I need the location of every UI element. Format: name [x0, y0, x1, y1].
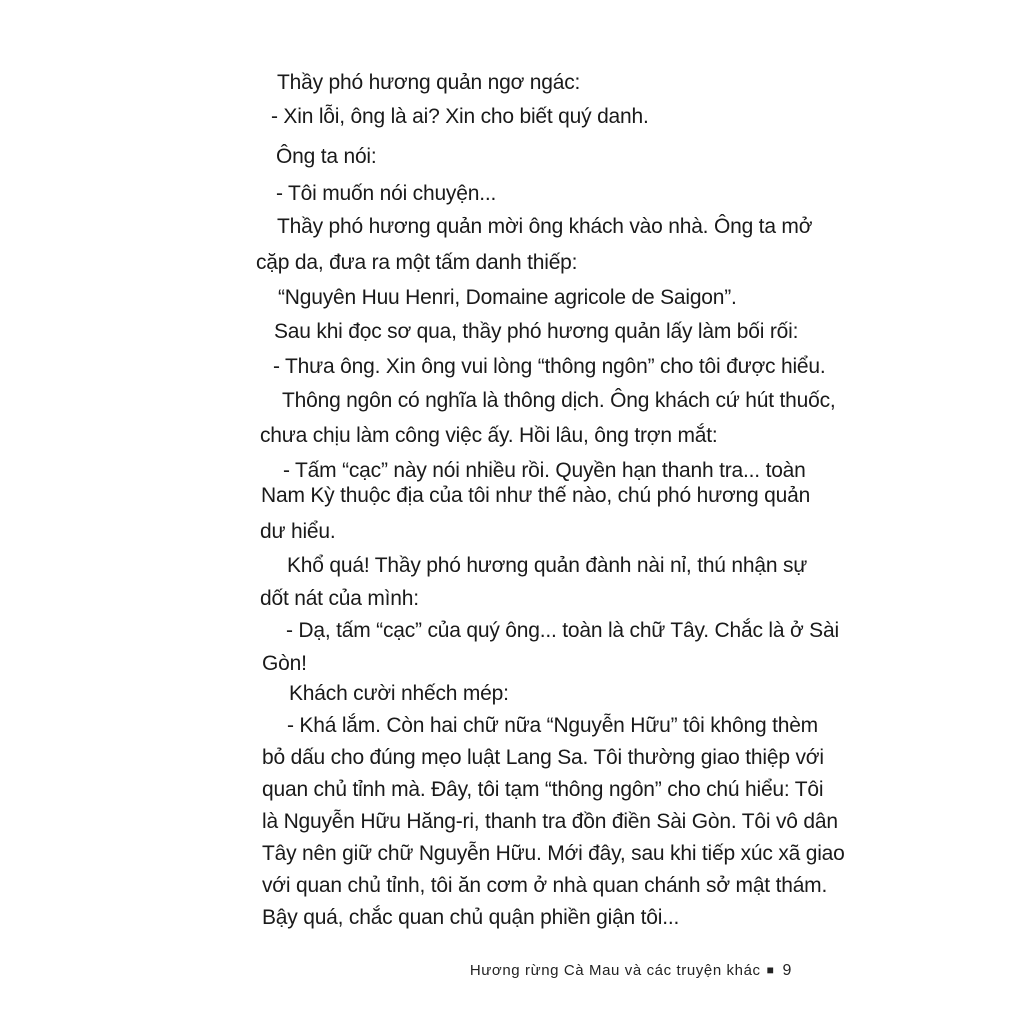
text-line: cặp da, đưa ra một tấm danh thiếp:	[256, 251, 578, 274]
text-line: chưa chịu làm công việc ấy. Hồi lâu, ông trợn mắt:	[260, 424, 718, 447]
text-line: Nam Kỳ thuộc địa của tôi như thế nào, chú phó hương quản	[261, 484, 811, 507]
text-line: Tây nên giữ chữ Nguyễn Hữu. Mới đây, sau khi tiếp xúc xã giao	[262, 842, 845, 865]
text-line: - Dạ, tấm “cạc” của quý ông... toàn là chữ Tây. Chắc là ở Sài	[286, 619, 839, 642]
text-line: Khổ quá! Thầy phó hương quản đành nài nỉ, thú nhận sự	[287, 554, 808, 577]
text-line: Gòn!	[262, 652, 307, 675]
text-line: là Nguyễn Hữu Hăng-ri, thanh tra đồn điền Sài Gòn. Tôi vô dân	[262, 810, 838, 833]
text-line: - Khá lắm. Còn hai chữ nữa “Nguyễn Hữu” tôi không thèm	[287, 714, 818, 737]
text-line: Bậy quá, chắc quan chủ quận phiền giận tôi...	[262, 906, 680, 929]
page-number: 9	[782, 962, 792, 979]
text-line: - Xin lỗi, ông là ai? Xin cho biết quý danh.	[271, 105, 649, 128]
text-line: dư hiểu.	[260, 520, 336, 543]
running-footer	[470, 960, 792, 981]
text-line: - Tấm “cạc” này nói nhiều rồi. Quyền hạn thanh tra... toàn	[283, 459, 806, 482]
text-line: - Tôi muốn nói chuyện...	[276, 182, 497, 205]
text-line: với quan chủ tỉnh, tôi ăn cơm ở nhà quan chánh sở mật thám.	[262, 874, 828, 897]
text-line: bỏ dấu cho đúng mẹo luật Lang Sa. Tôi thường giao thiệp với	[262, 746, 824, 769]
footer-separator: ■	[766, 963, 775, 977]
text-line: Khách cười nhếch mép:	[289, 682, 509, 705]
text-line: “Nguyên Huu Henri, Domaine agricole de Saigon”.	[278, 286, 737, 309]
text-line: quan chủ tỉnh mà. Đây, tôi tạm “thông ngôn” cho chú hiểu: Tôi	[262, 778, 824, 801]
text-line: Thầy phó hương quản mời ông khách vào nhà. Ông ta mở	[277, 215, 813, 238]
text-line: Thầy phó hương quản ngơ ngác:	[277, 71, 581, 94]
text-line: Ông ta nói:	[276, 145, 377, 168]
text-line: Sau khi đọc sơ qua, thầy phó hương quản lấy làm bối rối:	[274, 320, 799, 343]
text-line: - Thưa ông. Xin ông vui lòng “thông ngôn” cho tôi được hiểu.	[273, 355, 826, 378]
footer-book-title: Hương rừng Cà Mau và các truyện khác	[469, 962, 761, 979]
text-line: dốt nát của mình:	[260, 587, 419, 610]
text-line: Thông ngôn có nghĩa là thông dịch. Ông khách cứ hút thuốc,	[282, 389, 836, 412]
